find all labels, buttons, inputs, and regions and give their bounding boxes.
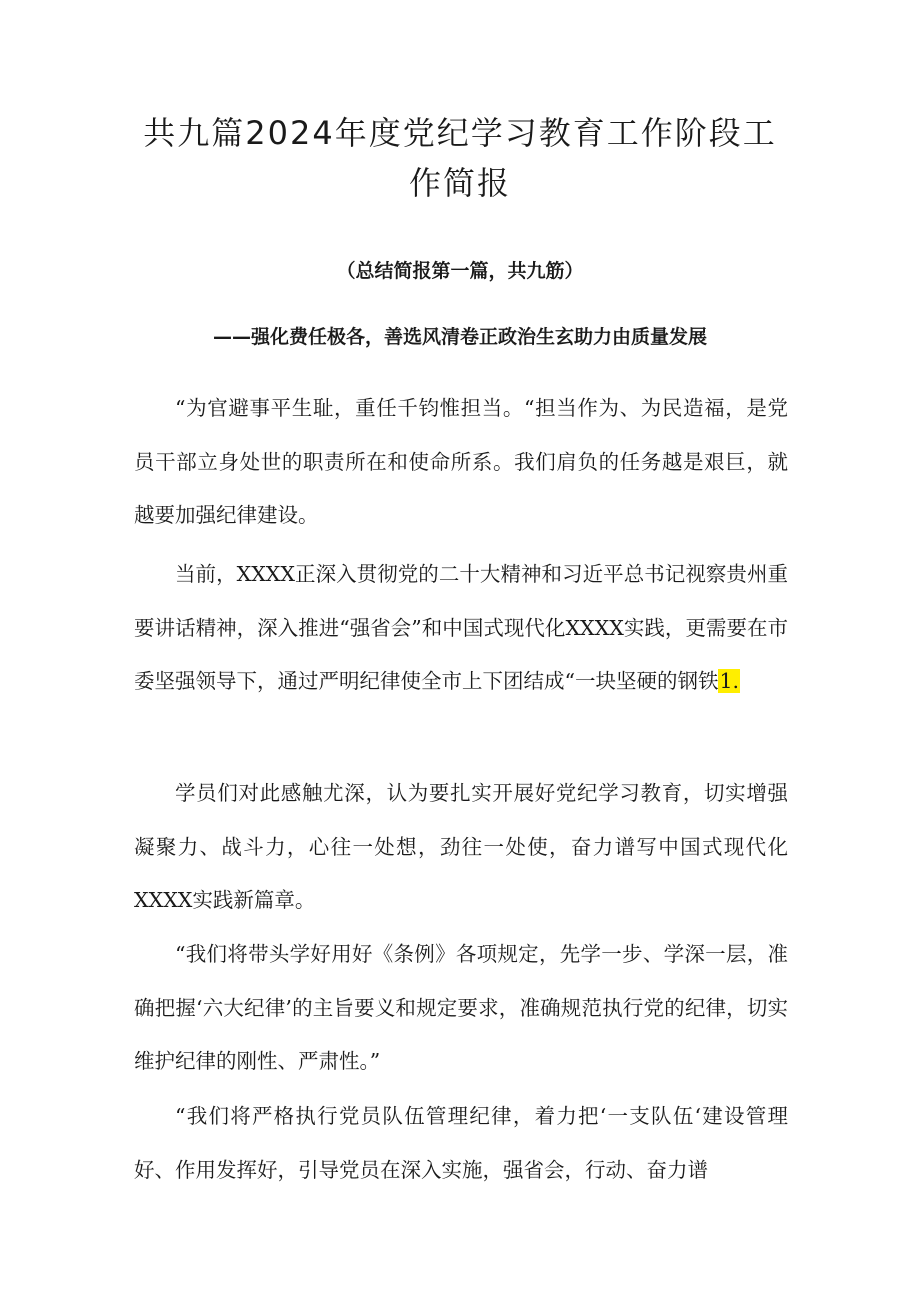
- title-line-1: 共九篇2024年度党纪学习教育工作阶段工: [143, 114, 777, 152]
- highlighted-marker: 1.: [719, 669, 740, 693]
- paragraph-4: “我们将带头学好用好《条例》各项规定，先学一步、学深一层，准确把握‘六大纪律’的主旨要义和规定要求，准确规范执行党的纪律，切实维护纪律的刚性、严肃性。”: [134, 942, 788, 1073]
- document-subtitle: （总结简报第一篇，共九筋）: [336, 260, 584, 282]
- title-line-2: 作简报: [408, 164, 511, 202]
- paragraph-3: 学员们对此感触尤深，认为要扎实开展好党纪学习教育，切实增强凝聚力、战斗力，心往一处想，劲往一处使，奋力谱写中国式现代化XXXX实践新篇章。: [134, 781, 788, 912]
- document-headline: ——强化费任极各，善选风清卷正政治生玄助力由质量发展: [212, 326, 707, 348]
- paragraph-5: “我们将严格执行党员队伍管理纪律，着力把‘一支队伍‘建设管理好、作用发挥好，引导党员在深入实施，强省会，行动、奋力谱: [134, 1104, 788, 1182]
- document-title: [120, 108, 800, 208]
- paragraph-2-text: 当前，XXXX正深入贯彻党的二十大精神和习近平总书记视察贵州重要讲话精神，深入推进“强省会”和中国式现代化XXXX实践，更需要在市委坚强领导下，通过严明纪律使全市上下团结成“一块坚硬的钢铁: [134, 562, 788, 693]
- paragraph-2: [134, 548, 788, 709]
- paragraph-1: “为官避事平生耻，重任千钧惟担当。“担当作为、为民造福，是党员干部立身处世的职责所在和使命所系。我们肩负的任务越是艰巨，就越要加强纪律建设。: [134, 396, 788, 527]
